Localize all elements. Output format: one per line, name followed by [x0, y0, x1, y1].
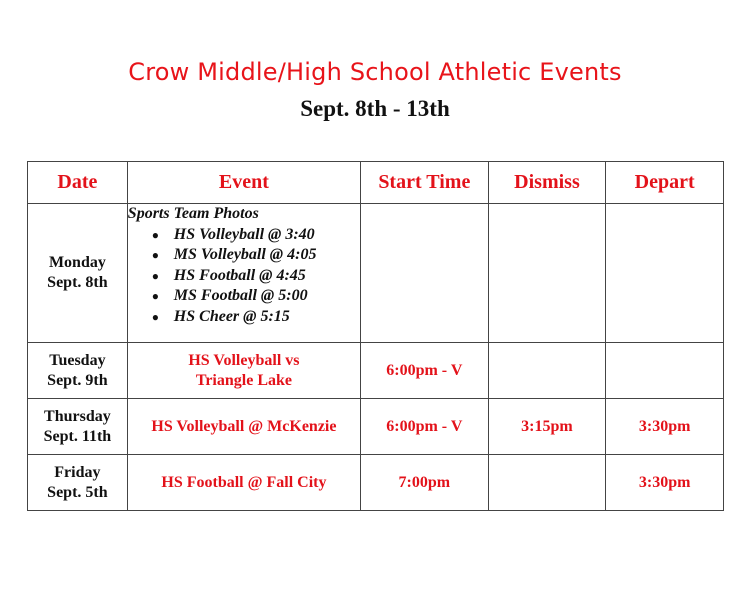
date-range-subtitle: Sept. 8th - 13th: [300, 96, 450, 121]
list-item: ● HS Football @ 4:45: [174, 266, 360, 287]
day-label: Monday: [48, 254, 106, 271]
date-label: Sept. 11th: [43, 427, 112, 445]
header-depart: Depart: [606, 162, 724, 204]
page-title: Crow Middle/High School Athletic Events: [128, 58, 622, 86]
header-event: Event: [127, 162, 360, 204]
bullet-icon: ●: [151, 309, 160, 324]
date-cell: [28, 455, 128, 511]
header-start-time: Start Time: [361, 162, 489, 204]
list-item: ● HS Cheer @ 5:15: [174, 307, 360, 328]
events-table: [27, 161, 724, 511]
day-label: Tuesday: [49, 351, 106, 369]
event-cell: HS Volleyball @ McKenzie: [127, 399, 360, 455]
bullet-icon: ●: [151, 289, 160, 304]
dismiss-cell: [488, 204, 606, 343]
bullet-icon: ●: [151, 268, 160, 283]
table-row: [28, 343, 724, 399]
table-row: [28, 204, 724, 343]
date-label: Sept. 5th: [47, 483, 108, 501]
event-cell: [127, 343, 360, 399]
depart-cell: [606, 204, 724, 343]
event-cell: [127, 204, 360, 343]
table-row: [28, 399, 724, 455]
dismiss-cell: [488, 455, 606, 511]
dismiss-cell: 3:15pm: [488, 399, 606, 455]
header-dismiss: Dismiss: [488, 162, 606, 204]
header-date: Date: [28, 162, 128, 204]
photo-schedule-list: [128, 225, 360, 328]
bullet-icon: ●: [151, 248, 160, 263]
event-line: Triangle Lake: [195, 371, 292, 389]
start-time-cell: 7:00pm: [361, 455, 489, 511]
list-item: ● HS Volleyball @ 3:40: [174, 225, 360, 246]
date-cell: [28, 343, 128, 399]
date-label: Sept. 8th: [47, 274, 108, 291]
day-label: Thursday: [44, 407, 111, 425]
date-cell: [28, 399, 128, 455]
start-time-cell: 6:00pm - V: [361, 399, 489, 455]
depart-cell: 3:30pm: [606, 455, 724, 511]
depart-cell: [606, 343, 724, 399]
table-row: [28, 455, 724, 511]
bullet-icon: ●: [151, 227, 160, 242]
event-title: Sports Team Photos: [127, 205, 259, 222]
dismiss-cell: [488, 343, 606, 399]
depart-cell: 3:30pm: [606, 399, 724, 455]
start-time-cell: 6:00pm - V: [361, 343, 489, 399]
event-line: HS Volleyball vs: [188, 351, 300, 369]
list-item: ● MS Volleyball @ 4:05: [174, 245, 360, 266]
event-cell: HS Football @ Fall City: [127, 455, 360, 511]
date-cell: [28, 204, 128, 343]
date-label: Sept. 9th: [47, 371, 108, 389]
day-label: Friday: [54, 463, 101, 481]
header-row: [28, 162, 724, 204]
list-item: ● MS Football @ 5:00: [174, 286, 360, 307]
start-time-cell: [361, 204, 489, 343]
